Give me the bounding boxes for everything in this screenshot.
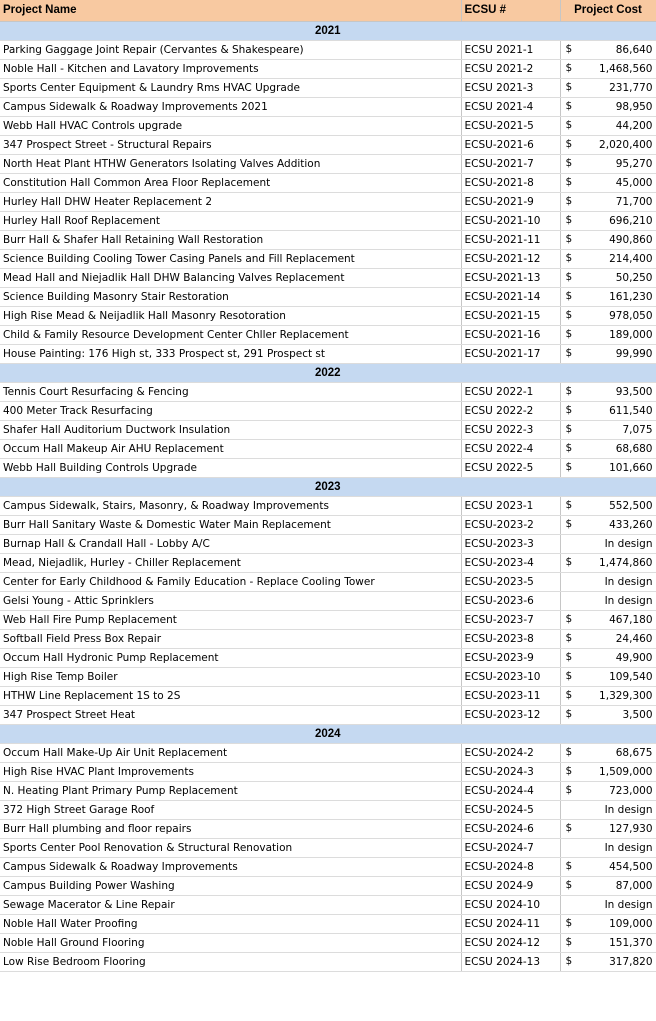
ecsu-number-cell[interactable]: ECSU 2022-5 bbox=[461, 458, 560, 477]
table-row bbox=[0, 572, 656, 591]
year-label[interactable]: 2021 bbox=[0, 21, 656, 40]
ecsu-number-cell[interactable]: ECSU-2024-3 bbox=[461, 762, 560, 781]
cost-value: 189,000 bbox=[609, 328, 653, 341]
table-row bbox=[0, 154, 656, 173]
currency-symbol: $ bbox=[565, 460, 573, 473]
table-row bbox=[0, 933, 656, 952]
ecsu-number-cell[interactable]: ECSU-2024-4 bbox=[461, 781, 560, 800]
ecsu-number-cell[interactable]: ECSU 2024-10 bbox=[461, 895, 560, 914]
table-row bbox=[0, 382, 656, 401]
project-name-cell[interactable]: Occum Hall Makeup Air AHU Replacement bbox=[0, 439, 461, 458]
cost-value: 1,468,560 bbox=[599, 62, 653, 75]
year-label[interactable]: 2023 bbox=[0, 477, 656, 496]
table-row bbox=[0, 173, 656, 192]
project-name-cell[interactable]: Noble Hall Ground Flooring bbox=[0, 933, 461, 952]
project-name-cell[interactable]: 347 Prospect Street Heat bbox=[0, 705, 461, 724]
ecsu-number-cell[interactable]: ECSU-2021-13 bbox=[461, 268, 560, 287]
ecsu-number-cell[interactable]: ECSU-2021-6 bbox=[461, 135, 560, 154]
table-row bbox=[0, 705, 656, 724]
project-name-cell[interactable]: 400 Meter Track Resurfacing bbox=[0, 401, 461, 420]
project-name-cell[interactable]: Hurley Hall DHW Heater Replacement 2 bbox=[0, 192, 461, 211]
project-name-cell[interactable]: Mead, Niejadlik, Hurley - Chiller Replacement bbox=[0, 553, 461, 572]
cost-value: 24,460 bbox=[615, 632, 653, 645]
cost-value: 978,050 bbox=[609, 309, 653, 322]
table-row bbox=[0, 800, 656, 819]
cost-value: 98,950 bbox=[615, 100, 653, 113]
project-cost-cell[interactable] bbox=[560, 135, 656, 154]
table-row bbox=[0, 420, 656, 439]
ecsu-number-cell[interactable]: ECSU-2021-17 bbox=[461, 344, 560, 363]
in-design-status: In design bbox=[604, 537, 653, 550]
currency-symbol: $ bbox=[565, 916, 573, 929]
project-cost-cell[interactable] bbox=[560, 781, 656, 800]
ecsu-number-cell[interactable]: ECSU-2021-14 bbox=[461, 287, 560, 306]
ecsu-number-cell[interactable]: ECSU-2021-16 bbox=[461, 325, 560, 344]
project-cost-cell[interactable] bbox=[560, 515, 656, 534]
ecsu-number-cell[interactable]: ECSU-2021-7 bbox=[461, 154, 560, 173]
ecsu-number-cell[interactable]: ECSU-2023-5 bbox=[461, 572, 560, 591]
table-row bbox=[0, 325, 656, 344]
in-design-status: In design bbox=[604, 803, 653, 816]
currency-symbol: $ bbox=[565, 878, 573, 891]
ecsu-number-cell[interactable]: ECSU-2024-7 bbox=[461, 838, 560, 857]
project-name-cell[interactable]: High Rise Temp Boiler bbox=[0, 667, 461, 686]
currency-symbol: $ bbox=[565, 99, 573, 112]
project-name-cell[interactable]: Webb Hall HVAC Controls upgrade bbox=[0, 116, 461, 135]
project-name-cell[interactable]: Constitution Hall Common Area Floor Replacement bbox=[0, 173, 461, 192]
ecsu-number-cell[interactable]: ECSU-2023-10 bbox=[461, 667, 560, 686]
table-row bbox=[0, 895, 656, 914]
currency-symbol: $ bbox=[565, 42, 573, 55]
cost-value: 490,860 bbox=[609, 233, 653, 246]
ecsu-number-cell[interactable]: ECSU 2022-3 bbox=[461, 420, 560, 439]
project-name-cell[interactable]: Burr Hall Sanitary Waste & Domestic Water Main Replacement bbox=[0, 515, 461, 534]
table-row bbox=[0, 876, 656, 895]
project-name-cell[interactable]: Sports Center Pool Renovation & Structural Renovation bbox=[0, 838, 461, 857]
table-row bbox=[0, 914, 656, 933]
table-row bbox=[0, 40, 656, 59]
project-name-cell[interactable]: House Painting: 176 High st, 333 Prospect st, 291 Prospect st bbox=[0, 344, 461, 363]
cost-value: 231,770 bbox=[609, 81, 653, 94]
table-row bbox=[0, 230, 656, 249]
table-row bbox=[0, 496, 656, 515]
table-row bbox=[0, 838, 656, 857]
currency-symbol: $ bbox=[565, 384, 573, 397]
in-design-status: In design bbox=[604, 898, 653, 911]
project-cost-cell[interactable] bbox=[560, 420, 656, 439]
project-name-cell[interactable]: Child & Family Resource Development Center Chller Replacement bbox=[0, 325, 461, 344]
project-name-cell[interactable]: Noble Hall Water Proofing bbox=[0, 914, 461, 933]
cost-value: 1,329,300 bbox=[599, 689, 653, 702]
project-cost-cell[interactable] bbox=[560, 914, 656, 933]
project-name-cell[interactable]: Science Building Masonry Stair Restoration bbox=[0, 287, 461, 306]
project-name-cell[interactable]: Mead Hall and Niejadlik Hall DHW Balancing Valves Replacement bbox=[0, 268, 461, 287]
table-row bbox=[0, 211, 656, 230]
ecsu-number-cell[interactable]: ECSU 2022-2 bbox=[461, 401, 560, 420]
project-cost-cell[interactable] bbox=[560, 705, 656, 724]
table-row bbox=[0, 629, 656, 648]
project-cost-cell[interactable] bbox=[560, 268, 656, 287]
ecsu-number-cell[interactable]: ECSU 2024-9 bbox=[461, 876, 560, 895]
cost-value: 467,180 bbox=[609, 613, 653, 626]
currency-symbol: $ bbox=[565, 821, 573, 834]
table-row bbox=[0, 439, 656, 458]
table-header bbox=[0, 0, 656, 21]
ecsu-number-cell[interactable]: ECSU-2021-8 bbox=[461, 173, 560, 192]
cost-value: 696,210 bbox=[609, 214, 653, 227]
currency-symbol: $ bbox=[565, 764, 573, 777]
currency-symbol: $ bbox=[565, 669, 573, 682]
currency-symbol: $ bbox=[565, 251, 573, 264]
currency-symbol: $ bbox=[565, 498, 573, 511]
table-row bbox=[0, 458, 656, 477]
cost-value: 552,500 bbox=[609, 499, 653, 512]
ecsu-number-cell[interactable]: ECSU 2021-4 bbox=[461, 97, 560, 116]
cost-value: 68,675 bbox=[615, 746, 653, 759]
project-cost-cell[interactable] bbox=[560, 173, 656, 192]
project-cost-cell[interactable] bbox=[560, 458, 656, 477]
currency-symbol: $ bbox=[565, 156, 573, 169]
cost-value: 1,509,000 bbox=[599, 765, 653, 778]
table-row bbox=[0, 192, 656, 211]
ecsu-number-cell[interactable]: ECSU-2021-10 bbox=[461, 211, 560, 230]
table-row bbox=[0, 97, 656, 116]
table-row bbox=[0, 610, 656, 629]
project-cost-cell[interactable] bbox=[560, 230, 656, 249]
project-name-cell[interactable]: Occum Hall Make-Up Air Unit Replacement bbox=[0, 743, 461, 762]
table-row bbox=[0, 857, 656, 876]
project-name-cell[interactable]: Low Rise Bedroom Flooring bbox=[0, 952, 461, 971]
ecsu-number-cell[interactable]: ECSU 2024-12 bbox=[461, 933, 560, 952]
cost-value: 87,000 bbox=[615, 879, 653, 892]
project-name-cell[interactable]: Webb Hall Building Controls Upgrade bbox=[0, 458, 461, 477]
ecsu-number-cell[interactable]: ECSU-2021-12 bbox=[461, 249, 560, 268]
project-name-cell[interactable]: Sports Center Equipment & Laundry Rms HVAC Upgrade bbox=[0, 78, 461, 97]
ecsu-number-cell[interactable]: ECSU-2023-9 bbox=[461, 648, 560, 667]
currency-symbol: $ bbox=[565, 346, 573, 359]
project-cost-cell[interactable] bbox=[560, 572, 656, 591]
project-cost-cell[interactable] bbox=[560, 800, 656, 819]
ecsu-number-cell[interactable]: ECSU-2024-5 bbox=[461, 800, 560, 819]
cost-value: 161,230 bbox=[609, 290, 653, 303]
project-cost-cell[interactable] bbox=[560, 344, 656, 363]
project-cost-cell[interactable] bbox=[560, 325, 656, 344]
project-name-cell[interactable]: Shafer Hall Auditorium Ductwork Insulation bbox=[0, 420, 461, 439]
year-section-row bbox=[0, 724, 656, 743]
project-cost-cell[interactable] bbox=[560, 40, 656, 59]
cost-value: 7,075 bbox=[622, 423, 653, 436]
currency-symbol: $ bbox=[565, 232, 573, 245]
in-design-status: In design bbox=[604, 575, 653, 588]
cost-value: 99,990 bbox=[615, 347, 653, 360]
cost-value: 93,500 bbox=[615, 385, 653, 398]
year-label[interactable]: 2024 bbox=[0, 724, 656, 743]
cost-value: 723,000 bbox=[609, 784, 653, 797]
table-row bbox=[0, 116, 656, 135]
project-cost-cell[interactable] bbox=[560, 762, 656, 781]
project-name-cell[interactable]: Tennis Court Resurfacing & Fencing bbox=[0, 382, 461, 401]
project-cost-cell[interactable] bbox=[560, 933, 656, 952]
project-cost-cell[interactable] bbox=[560, 534, 656, 553]
project-cost-cell[interactable] bbox=[560, 382, 656, 401]
project-name-cell[interactable]: Campus Building Power Washing bbox=[0, 876, 461, 895]
ecsu-number-cell[interactable]: ECSU 2021-1 bbox=[461, 40, 560, 59]
currency-symbol: $ bbox=[565, 631, 573, 644]
project-cost-cell[interactable] bbox=[560, 249, 656, 268]
table-row bbox=[0, 268, 656, 287]
project-name-cell[interactable]: HTHW Line Replacement 1S to 2S bbox=[0, 686, 461, 705]
table-row bbox=[0, 59, 656, 78]
project-name-cell[interactable]: Web Hall Fire Pump Replacement bbox=[0, 610, 461, 629]
currency-symbol: $ bbox=[565, 194, 573, 207]
table-row bbox=[0, 762, 656, 781]
cost-value: 49,900 bbox=[615, 651, 653, 664]
year-section-row bbox=[0, 477, 656, 496]
project-cost-cell[interactable] bbox=[560, 59, 656, 78]
ecsu-number-cell[interactable]: ECSU-2024-8 bbox=[461, 857, 560, 876]
ecsu-number-cell[interactable]: ECSU-2021-9 bbox=[461, 192, 560, 211]
cost-value: 44,200 bbox=[615, 119, 653, 132]
cost-value: 214,400 bbox=[609, 252, 653, 265]
project-name-cell[interactable]: Noble Hall - Kitchen and Lavatory Improvements bbox=[0, 59, 461, 78]
in-design-status: In design bbox=[604, 594, 653, 607]
currency-symbol: $ bbox=[565, 650, 573, 663]
project-cost-cell[interactable] bbox=[560, 629, 656, 648]
project-name-cell[interactable]: Center for Early Childhood & Family Education - Replace Cooling Tower bbox=[0, 572, 461, 591]
ecsu-number-cell[interactable]: ECSU-2021-5 bbox=[461, 116, 560, 135]
ecsu-number-cell[interactable]: ECSU-2023-8 bbox=[461, 629, 560, 648]
table-row bbox=[0, 287, 656, 306]
project-cost-cell[interactable] bbox=[560, 306, 656, 325]
project-cost-cell[interactable] bbox=[560, 192, 656, 211]
project-name-cell[interactable]: N. Heating Plant Primary Pump Replacement bbox=[0, 781, 461, 800]
project-name-cell[interactable]: Burr Hall plumbing and floor repairs bbox=[0, 819, 461, 838]
project-name-cell[interactable]: Burnap Hall & Crandall Hall - Lobby A/C bbox=[0, 534, 461, 553]
project-cost-cell[interactable] bbox=[560, 743, 656, 762]
project-cost-cell[interactable] bbox=[560, 857, 656, 876]
table-row bbox=[0, 648, 656, 667]
cost-value: 68,680 bbox=[615, 442, 653, 455]
ecsu-number-cell[interactable]: ECSU-2023-2 bbox=[461, 515, 560, 534]
project-name-cell[interactable]: Parking Gaggage Joint Repair (Cervantes & Shakespeare) bbox=[0, 40, 461, 59]
table-row bbox=[0, 686, 656, 705]
cost-value: 611,540 bbox=[609, 404, 653, 417]
project-cost-cell[interactable] bbox=[560, 667, 656, 686]
project-cost-cell[interactable] bbox=[560, 496, 656, 515]
currency-symbol: $ bbox=[565, 612, 573, 625]
project-cost-cell[interactable] bbox=[560, 819, 656, 838]
project-name-cell[interactable]: Hurley Hall Roof Replacement bbox=[0, 211, 461, 230]
cost-value: 3,500 bbox=[622, 708, 653, 721]
project-name-cell[interactable]: Occum Hall Hydronic Pump Replacement bbox=[0, 648, 461, 667]
cost-value: 151,370 bbox=[609, 936, 653, 949]
project-cost-cell[interactable] bbox=[560, 686, 656, 705]
currency-symbol: $ bbox=[565, 137, 573, 150]
project-cost-cell[interactable] bbox=[560, 401, 656, 420]
cost-value: 86,640 bbox=[615, 43, 653, 56]
ecsu-number-cell[interactable]: ECSU-2021-15 bbox=[461, 306, 560, 325]
project-cost-cell[interactable] bbox=[560, 97, 656, 116]
currency-symbol: $ bbox=[565, 688, 573, 701]
project-cost-cell[interactable] bbox=[560, 116, 656, 135]
year-section-row bbox=[0, 21, 656, 40]
cost-value: 127,930 bbox=[609, 822, 653, 835]
cost-value: 101,660 bbox=[609, 461, 653, 474]
project-cost-cell[interactable] bbox=[560, 838, 656, 857]
cost-value: 95,270 bbox=[615, 157, 653, 170]
ecsu-number-cell[interactable]: ECSU-2023-7 bbox=[461, 610, 560, 629]
currency-symbol: $ bbox=[565, 859, 573, 872]
project-cost-cell[interactable] bbox=[560, 553, 656, 572]
table-row bbox=[0, 78, 656, 97]
project-name-cell[interactable]: Burr Hall & Shafer Hall Retaining Wall Restoration bbox=[0, 230, 461, 249]
project-name-cell[interactable]: North Heat Plant HTHW Generators Isolating Valves Addition bbox=[0, 154, 461, 173]
currency-symbol: $ bbox=[565, 118, 573, 131]
currency-symbol: $ bbox=[565, 61, 573, 74]
currency-symbol: $ bbox=[565, 707, 573, 720]
cost-value: 45,000 bbox=[615, 176, 653, 189]
table-row bbox=[0, 667, 656, 686]
ecsu-number-cell[interactable]: ECSU 2021-3 bbox=[461, 78, 560, 97]
table-row bbox=[0, 515, 656, 534]
ecsu-number-cell[interactable]: ECSU 2021-2 bbox=[461, 59, 560, 78]
table-row bbox=[0, 401, 656, 420]
project-name-cell[interactable]: High Rise Mead & Neijadlik Hall Masonry Resotoration bbox=[0, 306, 461, 325]
year-section-row bbox=[0, 363, 656, 382]
ecsu-number-cell[interactable]: ECSU-2024-2 bbox=[461, 743, 560, 762]
ecsu-number-cell[interactable]: ECSU-2023-3 bbox=[461, 534, 560, 553]
project-cost-cell[interactable] bbox=[560, 610, 656, 629]
ecsu-number-cell[interactable]: ECSU-2024-6 bbox=[461, 819, 560, 838]
project-cost-cell[interactable] bbox=[560, 876, 656, 895]
project-cost-cell[interactable] bbox=[560, 211, 656, 230]
ecsu-number-cell[interactable]: ECSU 2022-4 bbox=[461, 439, 560, 458]
currency-symbol: $ bbox=[565, 308, 573, 321]
project-cost-cell[interactable] bbox=[560, 154, 656, 173]
header-project-name[interactable]: Project Name bbox=[0, 0, 461, 21]
table-row bbox=[0, 743, 656, 762]
table-row bbox=[0, 249, 656, 268]
cost-value: 109,540 bbox=[609, 670, 653, 683]
currency-symbol: $ bbox=[565, 935, 573, 948]
header-ecsu-number[interactable]: ECSU # bbox=[461, 0, 560, 21]
project-cost-cell[interactable] bbox=[560, 591, 656, 610]
project-cost-cell[interactable] bbox=[560, 648, 656, 667]
currency-symbol: $ bbox=[565, 270, 573, 283]
table-row bbox=[0, 534, 656, 553]
currency-symbol: $ bbox=[565, 422, 573, 435]
currency-symbol: $ bbox=[565, 327, 573, 340]
cost-value: 2,020,400 bbox=[599, 138, 653, 151]
currency-symbol: $ bbox=[565, 783, 573, 796]
project-cost-cell[interactable] bbox=[560, 439, 656, 458]
project-cost-cell[interactable] bbox=[560, 287, 656, 306]
project-name-cell[interactable]: Campus Sidewalk, Stairs, Masonry, & Roadway Improvements bbox=[0, 496, 461, 515]
year-label[interactable]: 2022 bbox=[0, 363, 656, 382]
table-row bbox=[0, 306, 656, 325]
cost-value: 109,000 bbox=[609, 917, 653, 930]
currency-symbol: $ bbox=[565, 555, 573, 568]
currency-symbol: $ bbox=[565, 441, 573, 454]
project-cost-cell[interactable] bbox=[560, 78, 656, 97]
ecsu-number-cell[interactable]: ECSU 2024-11 bbox=[461, 914, 560, 933]
ecsu-number-cell[interactable]: ECSU-2023-4 bbox=[461, 553, 560, 572]
ecsu-number-cell[interactable]: ECSU 2024-13 bbox=[461, 952, 560, 971]
project-name-cell[interactable]: 372 High Street Garage Roof bbox=[0, 800, 461, 819]
cost-value: 1,474,860 bbox=[599, 556, 653, 569]
table-row bbox=[0, 591, 656, 610]
ecsu-number-cell[interactable]: ECSU-2023-6 bbox=[461, 591, 560, 610]
header-project-cost[interactable]: Project Cost bbox=[560, 0, 656, 21]
project-name-cell[interactable]: Science Building Cooling Tower Casing Panels and Fill Replacement bbox=[0, 249, 461, 268]
table-row bbox=[0, 553, 656, 572]
cost-value: 433,260 bbox=[609, 518, 653, 531]
currency-symbol: $ bbox=[565, 745, 573, 758]
ecsu-number-cell[interactable]: ECSU-2023-12 bbox=[461, 705, 560, 724]
cost-value: 454,500 bbox=[609, 860, 653, 873]
currency-symbol: $ bbox=[565, 175, 573, 188]
ecsu-number-cell[interactable]: ECSU 2022-1 bbox=[461, 382, 560, 401]
project-name-cell[interactable]: Campus Sidewalk & Roadway Improvements bbox=[0, 857, 461, 876]
table-body bbox=[0, 21, 656, 971]
currency-symbol: $ bbox=[565, 517, 573, 530]
ecsu-number-cell[interactable]: ECSU 2023-1 bbox=[461, 496, 560, 515]
table-row bbox=[0, 344, 656, 363]
header-row bbox=[0, 0, 656, 21]
table-row bbox=[0, 781, 656, 800]
currency-symbol: $ bbox=[565, 213, 573, 226]
currency-symbol: $ bbox=[565, 80, 573, 93]
currency-symbol: $ bbox=[565, 403, 573, 416]
cost-value: 71,700 bbox=[615, 195, 653, 208]
project-cost-cell[interactable] bbox=[560, 895, 656, 914]
table-row bbox=[0, 819, 656, 838]
ecsu-number-cell[interactable]: ECSU-2023-11 bbox=[461, 686, 560, 705]
currency-symbol: $ bbox=[565, 954, 573, 967]
cost-value: 50,250 bbox=[615, 271, 653, 284]
project-name-cell[interactable]: 347 Prospect Street - Structural Repairs bbox=[0, 135, 461, 154]
project-name-cell[interactable]: High Rise HVAC Plant Improvements bbox=[0, 762, 461, 781]
project-name-cell[interactable]: Softball Field Press Box Repair bbox=[0, 629, 461, 648]
cost-value: 317,820 bbox=[609, 955, 653, 968]
project-name-cell[interactable]: Gelsi Young - Attic Sprinklers bbox=[0, 591, 461, 610]
currency-symbol: $ bbox=[565, 289, 573, 302]
ecsu-number-cell[interactable]: ECSU-2021-11 bbox=[461, 230, 560, 249]
table-row bbox=[0, 135, 656, 154]
table-row bbox=[0, 952, 656, 971]
project-name-cell[interactable]: Sewage Macerator & Line Repair bbox=[0, 895, 461, 914]
project-cost-cell[interactable] bbox=[560, 952, 656, 971]
in-design-status: In design bbox=[604, 841, 653, 854]
project-name-cell[interactable]: Campus Sidewalk & Roadway Improvements 2021 bbox=[0, 97, 461, 116]
